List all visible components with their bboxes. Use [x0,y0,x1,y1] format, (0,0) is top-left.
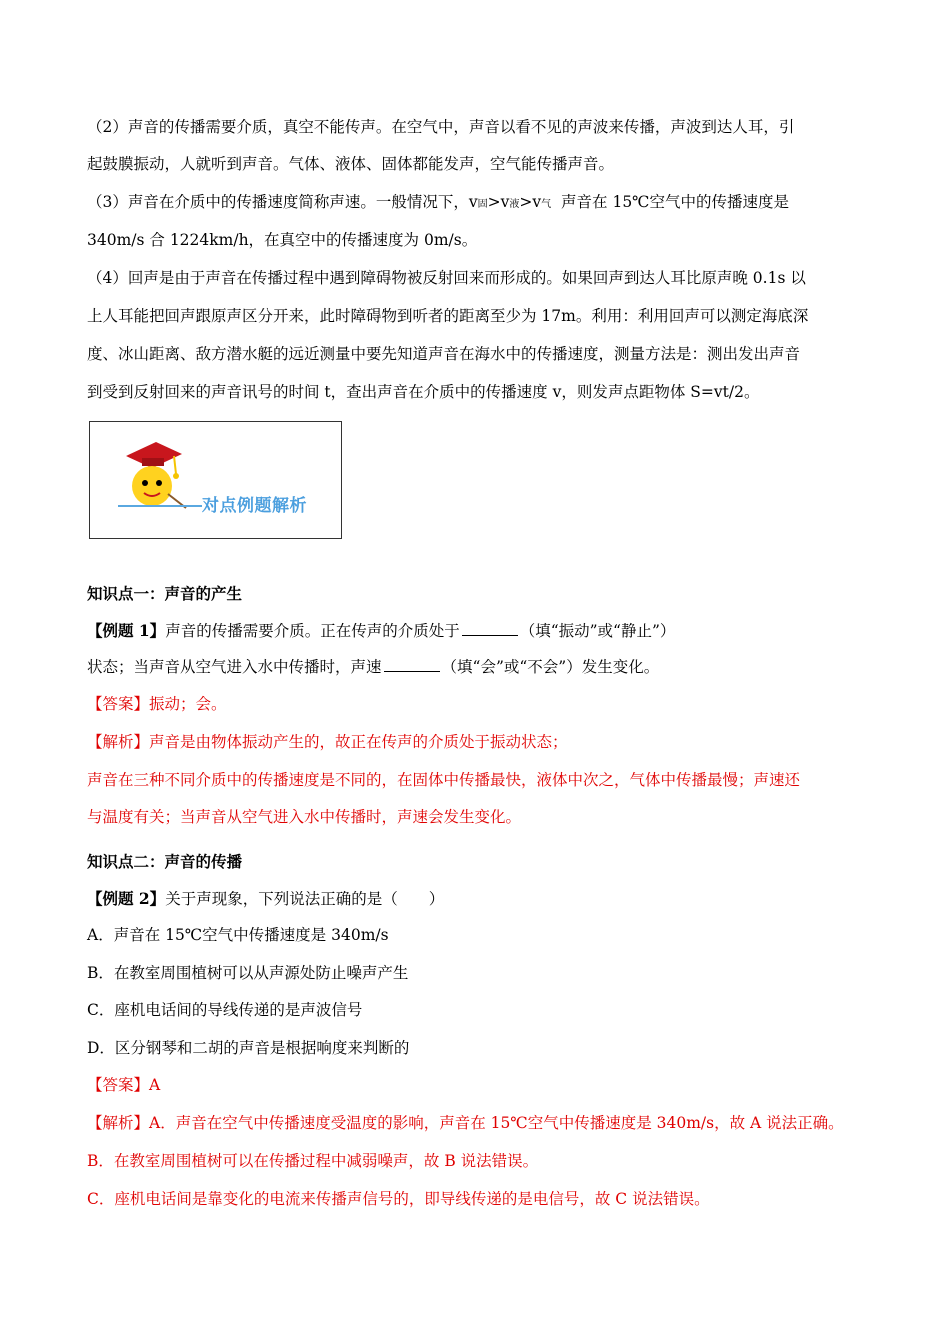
banner-line [118,505,202,507]
kp2-example [87,880,867,919]
para4-line1: （4）回声是由于声音在传播过程中遇到障碍物被反射回来而形成的。如果回声到达人耳比原声晚 0.1s 以 [87,269,806,287]
para4-line3: 度、冰山距离、敌方潜水艇的远近测量中要先知道声音在海水中的传播速度，测量方法是：测出发出声音 [87,345,801,363]
kp1-analysis-line2: 声音在三种不同介质中的传播速度是不同的，在固体中传播最快，液体中次之，气体中传播最慢；声速还 [87,771,801,789]
banner-title: 对点例题解析 [202,496,307,516]
answer-blank [462,621,518,636]
para3-text-b: 声音在 15℃空气中的传播速度是 [561,193,790,211]
kp1-analysis-line1 [87,724,867,762]
answer-text: A [149,1076,161,1094]
mascot-icon [112,436,192,516]
kp1-example-line1 [87,612,867,651]
kp2-analysis-a [87,1105,867,1143]
kp2-analysis-b: B．在教室周围植树可以在传播过程中减弱噪声，故 B 说法错误。 [87,1152,539,1170]
answer-text: 振动；会。 [149,695,227,713]
kp1-example-line2 [87,649,867,687]
analysis-text: A．声音在空气中传播速度受温度的影响，声音在 15℃空气中传播速度是 340m/s，故 A 说法正确。 [149,1114,844,1132]
gt-2: > [519,193,533,211]
kp2-analysis-c: C．座机电话间是靠变化的电流来传播声信号的，即导线传递的是电信号，故 C 说法错误。 [87,1190,710,1208]
analysis-label: 【解析】 [87,733,150,751]
kp1-answer [87,686,867,724]
velocity-symbol: v [468,193,478,211]
kp1-analysis-line3: 与温度有关；当声音从空气进入水中传播时，声速会发生变化。 [87,808,522,826]
example-text: （填“会”或“不会”）发生变化。 [441,658,660,676]
kp2-option-d: D．区分钢琴和二胡的声音是根据响度来判断的 [87,1039,410,1057]
sub-liquid: 液 [509,199,520,210]
example-label: 【例题 1】 [87,621,166,640]
answer-blank [384,657,440,672]
para2-line1: （2）声音的传播需要介质，真空不能传声。在空气中，声音以看不见的声波来传播，声波到达人耳，引 [87,118,795,136]
example-text: 声音的传播需要介质。正在传声的介质处于 [165,622,460,640]
analysis-label: 【解析】 [87,1114,150,1132]
para4-line2: 上人耳能把回声跟原声区分开来，此时障碍物到听者的距离至少为 17m。利用：利用回声可以测定海底深 [87,307,809,325]
sub-solid: 固 [477,199,488,210]
kp2-option-b: B．在教室周围植树可以从声源处防止噪声产生 [87,964,409,982]
para3-line2: 340m/s 合 1224km/h，在真空中的传播速度为 0m/s。 [87,231,478,249]
velocity-symbol: v [532,193,542,211]
kp2-option-c: C．座机电话间的导线传递的是声波信号 [87,1001,363,1019]
para4-line4: 到受到反射回来的声音讯号的时间 t，查出声音在介质中的传播速度 v，则发声点距物体 S=vt/2。 [87,383,760,401]
kp2-answer [87,1067,867,1105]
para3-text-a: （3）声音在介质中的传播速度简称声速。一般情况下， [87,193,469,211]
para3-line1 [87,184,867,224]
kp1-title: 知识点一：声音的产生 [87,584,243,603]
section-banner [89,421,342,539]
example-text: （填“振动”或“静止”） [519,622,676,640]
sub-gas: 气 [541,199,552,210]
answer-label: 【答案】 [87,1076,150,1094]
kp2-title: 知识点二：声音的传播 [87,852,243,871]
example-text: 关于声现象，下列说法正确的是（ ） [165,890,445,908]
para2-line2: 起鼓膜振动，人就听到声音。气体、液体、固体都能发声，空气能传播声音。 [87,155,615,173]
gt-1: > [487,193,501,211]
example-text: 状态；当声音从空气进入水中传播时，声速 [87,658,382,676]
velocity-symbol: v [500,193,510,211]
example-label: 【例题 2】 [87,889,166,908]
analysis-text: 声音是由物体振动产生的，故正在传声的介质处于振动状态； [149,733,568,751]
answer-label: 【答案】 [87,695,150,713]
kp2-option-a: A．声音在 15℃空气中传播速度是 340m/s [87,926,389,944]
